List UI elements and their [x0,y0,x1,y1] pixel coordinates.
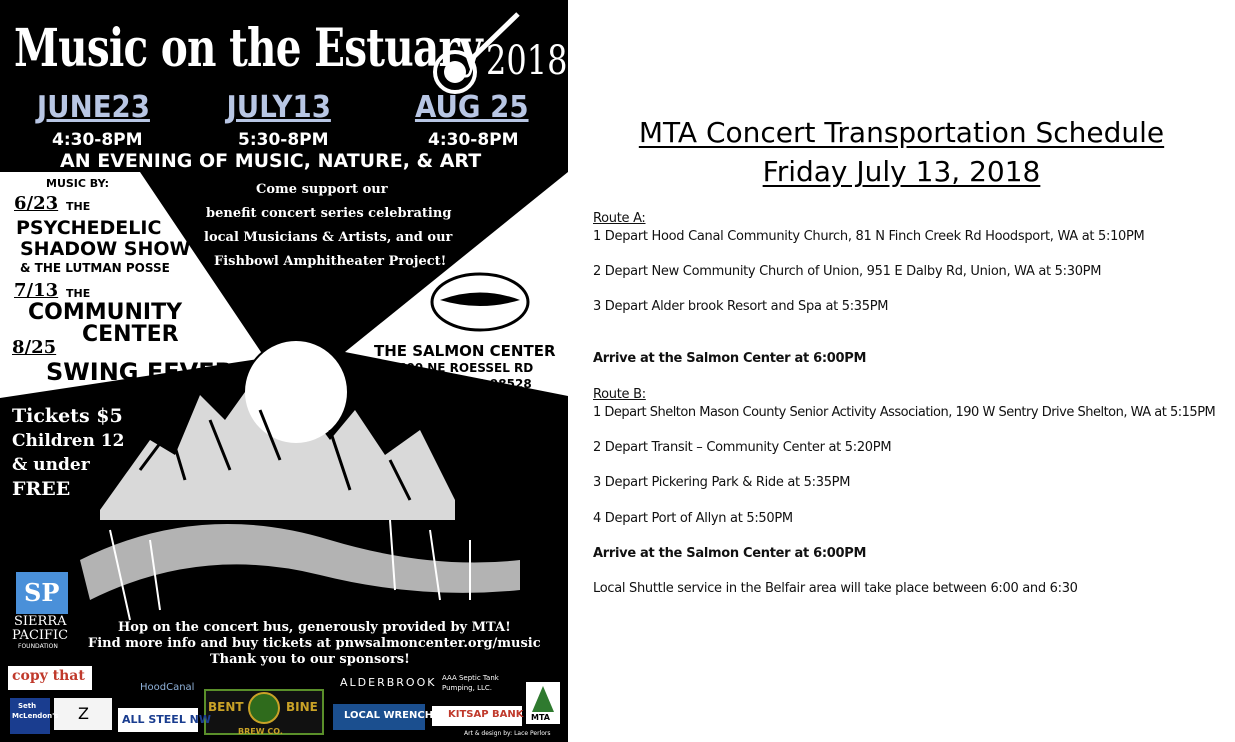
act-2-line2: CENTER [82,322,179,347]
act-1-line3: & THE LUTMAN POSSE [20,261,170,275]
act-2-line1: COMMUNITY [28,300,183,325]
route-b-stop-3: 3 Depart Pickering Park & Ride at 5:35PM [593,475,851,490]
venue-address-2: BELFAIR, WA 98528 [400,377,532,391]
tickets-line-3: & under [12,455,90,475]
route-a-stop-1: 1 Depart Hood Canal Community Church, 81 N Finch Creek Rd Hoodsport, WA at 5:10PM [593,229,1145,244]
sponsor-z: Z [78,704,89,723]
poster-title: Music on the Estuary [14,18,482,79]
support-line-1: Come support our [256,182,388,197]
act-3-line1: SWING FEVER [46,358,234,386]
event-poster [0,0,568,742]
sponsor-kitsap-bank: KITSAP BANK [448,709,524,720]
footer-line-3: Thank you to our sponsors! [210,652,410,667]
route-a-stop-2: 2 Depart New Community Church of Union, 951 E Dalby Rd, Union, WA at 5:30PM [593,264,1102,279]
sponsor-mta: MTA [531,713,550,722]
schedule-date: Friday July 13, 2018 [762,155,1041,188]
act-1-line1: PSYCHEDELIC [16,217,162,239]
sponsor-brew-co: BREW CO. [238,727,283,736]
support-line-3: local Musicians & Artists, and our [204,230,453,245]
venue-address-1: 600 NE ROESSEL RD [398,361,534,375]
sponsor-aaa-septic-2: Pumping, LLC. [442,684,492,692]
date-3: AUG 25 [414,90,529,125]
act-3-date: 8/25 [12,337,57,358]
sponsor-aaa-septic-1: AAA Septic Tank [442,674,499,682]
route-b-stop-1: 1 Depart Shelton Mason County Senior Activity Association, 190 W Sentry Drive Shelton, WA at 5:15PM [593,405,1216,420]
route-b-arrival: Arrive at the Salmon Center at 6:00PM [593,546,867,561]
sierra-pacific-name-1: SIERRA [14,614,67,629]
support-line-4: Fishbowl Amphitheater Project! [214,254,447,269]
act-1-line2: SHADOW SHOW [20,238,191,260]
sponsor-seth-1: Seth [18,702,37,710]
route-a-stop-3: 3 Depart Alder brook Resort and Spa at 5:35PM [593,299,889,314]
footer-line-2: Find more info and buy tickets at pnwsalmoncenter.org/music [88,636,541,651]
salmon-center-logo [432,274,528,330]
sponsor-local-wrench: LOCAL WRENCH [344,710,434,721]
route-a-label: Route A: [593,211,646,226]
route-a-arrival: Arrive at the Salmon Center at 6:00PM [593,351,867,366]
tickets-line-2: Children 12 [12,431,125,451]
act-2-date: 7/13 [14,280,59,301]
route-b-label: Route B: [593,387,646,402]
date-2: JULY13 [226,90,331,125]
schedule-title: MTA Concert Transportation Schedule [638,116,1165,149]
poster-tagline: AN EVENING OF MUSIC, NATURE, & ART [60,150,482,172]
footer-line-1: Hop on the concert bus, generously provided by MTA! [118,620,511,635]
tickets-line-4: FREE [12,478,71,500]
time-2: 5:30-8PM [238,130,329,150]
act-1-date: 6/23 [14,193,59,214]
sponsor-seth-2: McLendon's [12,712,59,720]
sponsor-hood-canal: HoodCanal [140,682,195,693]
poster-year: 2018 [486,38,568,84]
river-shape [80,524,520,600]
sponsor-alderbrook: ALDERBROOK [340,676,437,689]
act-2-the: THE [66,287,91,300]
shuttle-note: Local Shuttle service in the Belfair area will take place between 6:00 and 6:30 [593,581,1078,596]
sponsor-all-steel: ALL STEEL NW [122,713,211,726]
time-3: 4:30-8PM [428,130,519,150]
sierra-pacific-sub: FOUNDATION [18,643,58,650]
sponsor-bent: BENT [208,700,244,714]
sierra-pacific-initials: SP [24,578,60,607]
music-by-label: MUSIC BY: [46,177,109,190]
act-1-the: THE [66,200,91,213]
venue-name: THE SALMON CENTER [374,342,556,360]
sierra-pacific-name-2: PACIFIC [12,628,69,643]
art-credit: Art & design by: Lace Perlors [464,730,551,737]
support-line-2: benefit concert series celebrating [206,206,452,221]
route-b-stop-4: 4 Depart Port of Allyn at 5:50PM [593,511,793,526]
sponsor-copy-that: copy that [12,668,85,684]
date-1: JUNE23 [36,90,150,125]
time-1: 4:30-8PM [52,130,143,150]
sponsor-bine: BINE [286,700,318,714]
tickets-line-1: Tickets $5 [12,405,123,427]
route-b-stop-2: 2 Depart Transit – Community Center at 5:20PM [593,440,892,455]
